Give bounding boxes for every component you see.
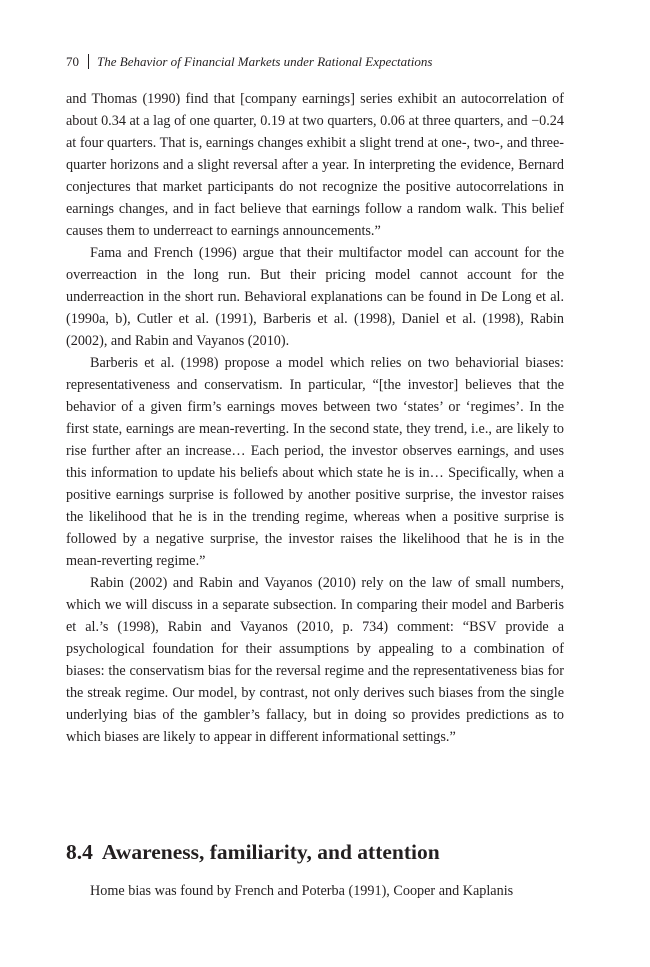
paragraph-continued: and Thomas (1990) find that [company earnings] series exhibit an autocorrelation of about 0.34 at a lag of one quarter, 0.19 at two quarters, 0.06 at three quarters, and −0.24 at four quarters. That is, earnings changes exhibit a slight trend at one-, two-, and three-quarter horizons and a slight reversal after a year. In interpreting the evidence, Bernard conjectures that market participants do not recognize the positive autocorrelations in earnings changes, and in fact believe that earnings follow a random walk. This belief causes them to underreact to earnings announcements.” xyxy=(66,91,564,239)
section-heading xyxy=(66,837,564,867)
paragraph-fama-french: Fama and French (1996) argue that their multifactor model can account for the overreaction in the long run. But their pricing model cannot account for the underreaction in the short run. Behavioral explanations can be found in De Long et al. (1990a, b), Cutler et al. (1991), Barberis et al. (1998), Daniel et al. (1998), Rabin (2002), and Rabin and Vayanos (2010). xyxy=(66,245,564,349)
body-text xyxy=(66,88,564,748)
paragraph-barberis: Barberis et al. (1998) propose a model which relies on two behaviorial biases: representativeness and conservatism. In particular, “[the investor] believes that the behavior of a given firm’s earnings moves between two ‘states’ or ‘regimes’. In the first state, earnings are mean-reverting. In the second state, they trend, i.e., are likely to rise further after an increase… Each period, the investor observes earnings, and uses this information to update his beliefs about which state he is in… Specifically, when a positive earnings surprise is followed by another positive surprise, the investor raises the likelihood that he is in the trending regime, whereas when a positive surprise is followed by a negative surprise, the investor raises the likelihood that he is in the mean-reverting regime.” xyxy=(66,355,564,569)
book-title: The Behavior of Financial Markets under Rational Expectations xyxy=(97,54,433,69)
section-number: 8.4 xyxy=(66,840,93,864)
running-head xyxy=(66,53,566,71)
section-body xyxy=(66,880,564,902)
header-divider xyxy=(88,54,89,69)
paragraph-rabin-vayanos: Rabin (2002) and Rabin and Vayanos (2010) rely on the law of small numbers, which we will discuss in a separate subsection. In comparing their model and Barberis et al.’s (1998), Rabin and Vayanos (2010, p. 734) comment: “BSV provide a psychological foundation for their assumptions by appealing to a combination of biases: the conservatism bias for the reversal regime and the representativeness bias for the streak regime. Our model, by contrast, not only derives such biases from the single underlying bias of the gambler’s fallacy, but in doing so provides predictions as to which biases are likely to appear in different informational settings.” xyxy=(66,575,564,745)
page-number: 70 xyxy=(66,54,79,69)
paragraph-home-bias: Home bias was found by French and Poterba (1991), Cooper and Kaplanis xyxy=(90,883,514,899)
section-title: Awareness, familiarity, and attention xyxy=(101,840,440,864)
